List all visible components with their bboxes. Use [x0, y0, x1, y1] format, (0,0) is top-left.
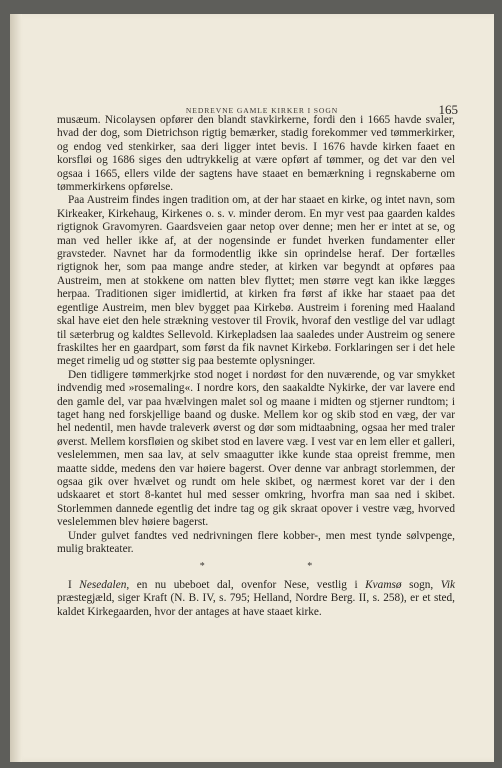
- text-run: I: [68, 578, 80, 591]
- page-gutter-shadow: [10, 14, 22, 762]
- running-title: NEDREVNE GAMLE KIRKER I SOGN: [185, 106, 339, 115]
- paragraph: Under gulvet fandtes ved nedrivningen flere kobber-, men mest tynde sølvpenge, mulig brakteater.: [57, 529, 455, 555]
- paragraph-last: [57, 579, 455, 619]
- body-text: [57, 114, 455, 619]
- place-name: Kvamsø: [365, 578, 402, 591]
- place-name: Nesedalen,: [79, 578, 130, 591]
- paragraph: Paa Austreim findes ingen tradition om, at der har staaet en kirke, og intet navn, som Kirkeaker, Kirkehaug, Kirkenes o. s. v. minder derom. En myr vest paa gaarden kaldes rigtignok Gravomyren. Gaardsveien gaar netop over denne; men her er intet at se, og man ved heller ikke af, at der nogensinde er fundet hverken fundamenter eller gravsteder. Navnet har da formodentlig ikke sin oprindelse heraf. Der fortælles rigtignok her, som paa mange andre steder, at kirken var begyndt at opføres paa Austreim, men at stokkene om natten blev flyttet; men større vegt kan ikke lægges herpaa. Traditionen siger imidlertid, at kirken fra først af ikke har staaet paa det egentlige Austreim, men blev bygget paa Kirkebø. Austreim i forening med Haaland skal have eiet den hele strækning vestover til Frovik, hvoraf den vestlige del var udlagt til sæterbrug og kaldtes Sellevold. Kirkepladsen laa saaledes under Austreim og senere fraskiltes her en gaardpart, som først da fik navnet Kirkebø. Forklaringen ser i det hele meget rimelig ud og støtter sig paa bestemte oplysninger.: [57, 194, 455, 368]
- paragraph: musæum. Nicolaysen opfører den blandt stavkirkerne, fordi den i 1665 havde svaler, hvad der dog, som Dietrichson rigtig bemærker, stadig forekommer ved tømmerkirker, og endog ved stenkirker, saa deri ligger intet bevis. I 1676 havde kirken faaet en korsfløi og 1686 siges den udtrykkelig at være opført af tømmer, og det var den vel ogsaa i 1665, ellers vilde der sagtens have staaet en bemærkning i regnskaberne om tømmerkirkens opførelse.: [57, 114, 455, 194]
- text-run: præstegjæld, siger Kraft (N. B. IV, s. 795; Helland, Nordre Berg. II, s. 258), er et sted, kaldet Kirkegaarden, hvor der antages at have staaet kirke.: [57, 592, 455, 618]
- page-number: 165: [438, 102, 458, 117]
- text-run: sogn,: [401, 578, 441, 591]
- section-separator: * *: [199, 561, 313, 573]
- paragraph: Den tidligere tømmerkjrke stod noget i nordøst for den nuværende, og var smykket indvendig med »rosemaling«. I nordre kors, den saakaldte Nykirke, der var lavere end den gamle del, var paa hvælvingen malet sol og maane i midten og stjerner rundtom; i taget hang ned forskjellige baand og duske. Mellem kor og skib stod en væg, der var hel nedentil, men havde traleverk øverst og dør som midtaabning, ogsaa her med traler øverst. Mellem korsfløien og skibet stod en lavere væg. I vest var en lem eller et galleri, veslelemmen, men saa lav, at selv smaagutter ikke kunde staa opreist fremme, men maatte sidde, medens den var høiere bagerst. Over denne var anbragt storlemmen, der ogsaa gik over hvælvet og rundt om hele skibet, og nærmest koret var der i den udskaaret et stort 8-kantet hul med sesser omkring, hvorfra man saa ned i skibet. Storlemmen dannede egentlig det indre tag og gik skraat opover i vestre væg, hvorved veslelemmen blev høiere bagerst.: [57, 368, 455, 529]
- place-name: Vik: [440, 578, 455, 591]
- text-run: en nu ubeboet dal, ovenfor Nese, vestlig i: [129, 578, 366, 591]
